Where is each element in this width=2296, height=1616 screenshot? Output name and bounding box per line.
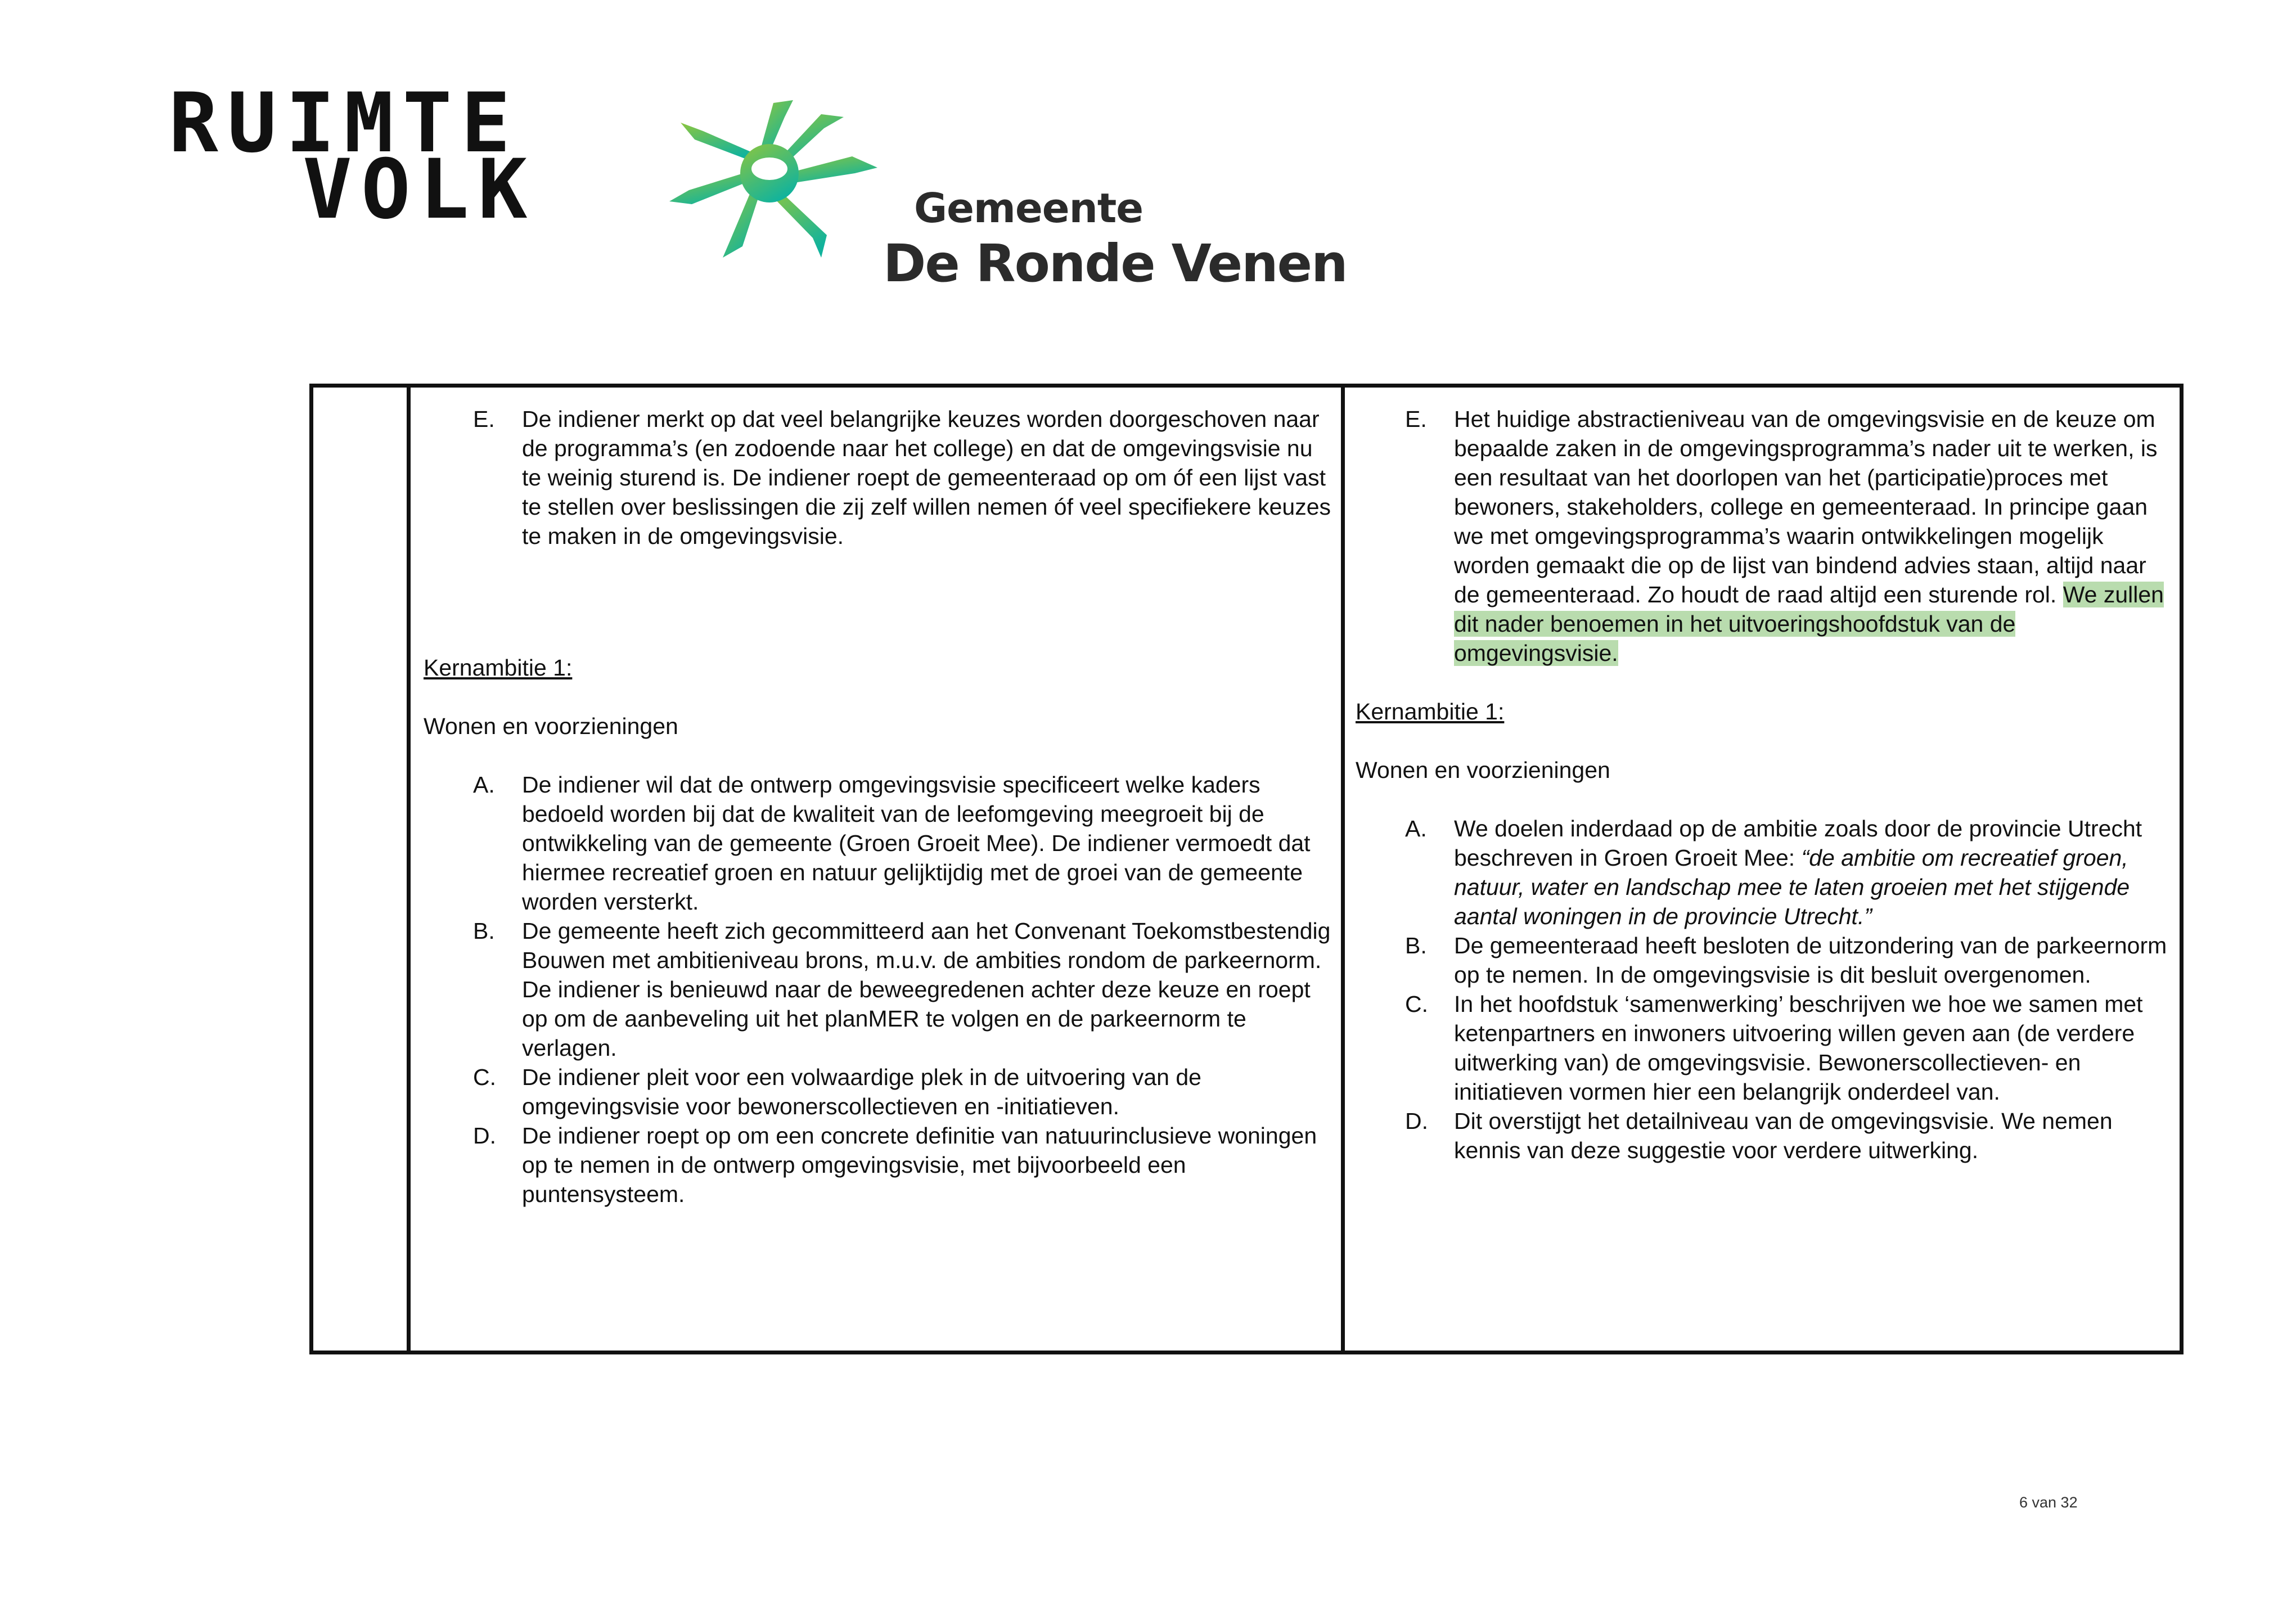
- list-text: Dit overstijgt het detailniveau van de omgevingsvisie. We nemen kennis van deze suggestie voor verdere uitwerking.: [1454, 1108, 2113, 1163]
- list-item-c: [1356, 989, 2177, 1106]
- table-divider: [1341, 388, 1345, 1351]
- list-item-b: [1356, 931, 2177, 989]
- response-column: [1356, 388, 2177, 1351]
- list-letter: E.: [473, 406, 495, 432]
- list-letter: C.: [1405, 991, 1428, 1017]
- list-text: De indiener wil dat de ontwerp omgevingsvisie specificeert welke kaders bedoeld worden bij dat de kwaliteit van de leefomgeving meegroeit bij de ontwikkeling van de gemeente (Groen Groeit Mee). De indiener vermoedt dat hiermee recreatief groen en natuur gelijktijdig met de groei van de gemeente worden versterkt.: [522, 772, 1311, 915]
- logo-line-volk: VOLK: [303, 142, 537, 237]
- logo-line-ruimte: RUIMTE: [169, 75, 520, 171]
- list-item-a: [424, 770, 1335, 916]
- list-item-d: [1356, 1106, 2177, 1165]
- list-item-d: [424, 1121, 1335, 1209]
- list-item-e: [1356, 404, 2177, 668]
- submission-column: [424, 388, 1335, 1351]
- list-letter: B.: [1405, 933, 1427, 958]
- section-subheading: Wonen en voorzieningen: [424, 713, 678, 739]
- list-text: De indiener pleit voor een volwaardige plek in de uitvoering van de omgevingsvisie voor bewonerscollectieven en -initiatieven.: [522, 1064, 1201, 1119]
- table-divider: [407, 388, 411, 1351]
- list-letter: A.: [1405, 816, 1427, 841]
- list-text: De gemeenteraad heeft besloten de uitzondering van de parkeernorm op te nemen. In de omgevingsvisie is dit besluit overgenomen.: [1454, 933, 2167, 988]
- list-text: De indiener merkt op dat veel belangrijke keuzes worden doorgeschoven naar de programma’s (en zodoende naar het college) en dat de omgevingsvisie nu te weinig sturend is. De indiener roept de gemeenteraad op om óf een lijst vast te stellen over beslissingen die zij zelf willen nemen óf veel specifiekere keuzes te maken in de omgevingsvisie.: [522, 406, 1331, 549]
- list-letter: D.: [1405, 1108, 1428, 1134]
- list-text: De gemeente heeft zich gecommitteerd aan het Convenant Toekomstbestendig Bouwen met ambitieniveau brons, m.u.v. de ambities rondom de parkeernorm. De indiener is benieuwd naar de beweegredenen achter deze keuze en roept op om de aanbeveling uit het planMER te volgen en de parkeernorm te verlagen.: [522, 918, 1331, 1061]
- ruimtevolk-logo: [169, 75, 568, 237]
- section-subheading: Wonen en voorzieningen: [1356, 757, 1610, 783]
- list-letter: A.: [473, 772, 495, 798]
- list-text: Het huidige abstractieniveau van de omgevingsvisie en de keuze om bepaalde zaken in de omgevingsprogramma’s nader uit te werken, is een resultaat van het doorlopen van het (participatie)proces met bewoners, stakeholders, college en gemeenteraad. In principe gaan we met omgevingsprogramma’s waarin ontwikkelingen mogelijk worden gemaakt die op de lijst van bindend advies staan, altijd naar de gemeenteraad. Zo houdt de raad altijd een sturende rol.: [1454, 406, 2158, 607]
- logo-municipality-name: De Ronde Venen: [883, 233, 1347, 294]
- list-text: In het hoofdstuk ‘samenwerking’ beschrijven we hoe we samen met ketenpartners en inwoners uitvoering willen geven aan (de verdere uitwerking van) de omgevingsvisie. Bewonerscollectieven- en initiatieven vormen hier een belangrijk onderdeel van.: [1454, 991, 2143, 1105]
- list-item-c: [424, 1063, 1335, 1121]
- highlighted-text: We zullen dit nader benoemen in het uitvoeringshoofdstuk van de omgevingsvisie.: [1454, 582, 2164, 666]
- list-text: De indiener roept op om een concrete definitie van natuurinclusieve woningen op te nemen in de ontwerp omgevingsvisie, met bijvoorbeeld een puntensysteem.: [522, 1123, 1317, 1207]
- gemeente-logo: [652, 94, 1347, 303]
- section-heading: Kernambitie 1:: [1356, 699, 1505, 724]
- gemeente-star-emblem-icon: [652, 94, 889, 263]
- list-text: We doelen inderdaad op de ambitie zoals door de provincie Utrecht beschreven in Groen Groeit Mee:: [1454, 816, 2142, 871]
- logo-gemeente-word: Gemeente: [914, 184, 1144, 232]
- list-letter: E.: [1405, 406, 1427, 432]
- page-number: 6 van 32: [2019, 1494, 2078, 1511]
- section-heading: Kernambitie 1:: [424, 655, 573, 681]
- list-letter: D.: [473, 1123, 496, 1149]
- list-item-e: [424, 404, 1335, 551]
- quote-text: “de ambitie om recreatief groen, natuur, water en landschap mee te laten groeien met het stijgende aantal woningen in de provincie Utrecht.”: [1454, 845, 2130, 929]
- response-table: [309, 384, 2184, 1354]
- list-letter: C.: [473, 1064, 496, 1090]
- list-item-a: [1356, 814, 2177, 931]
- list-item-b: [424, 916, 1335, 1063]
- list-letter: B.: [473, 918, 495, 944]
